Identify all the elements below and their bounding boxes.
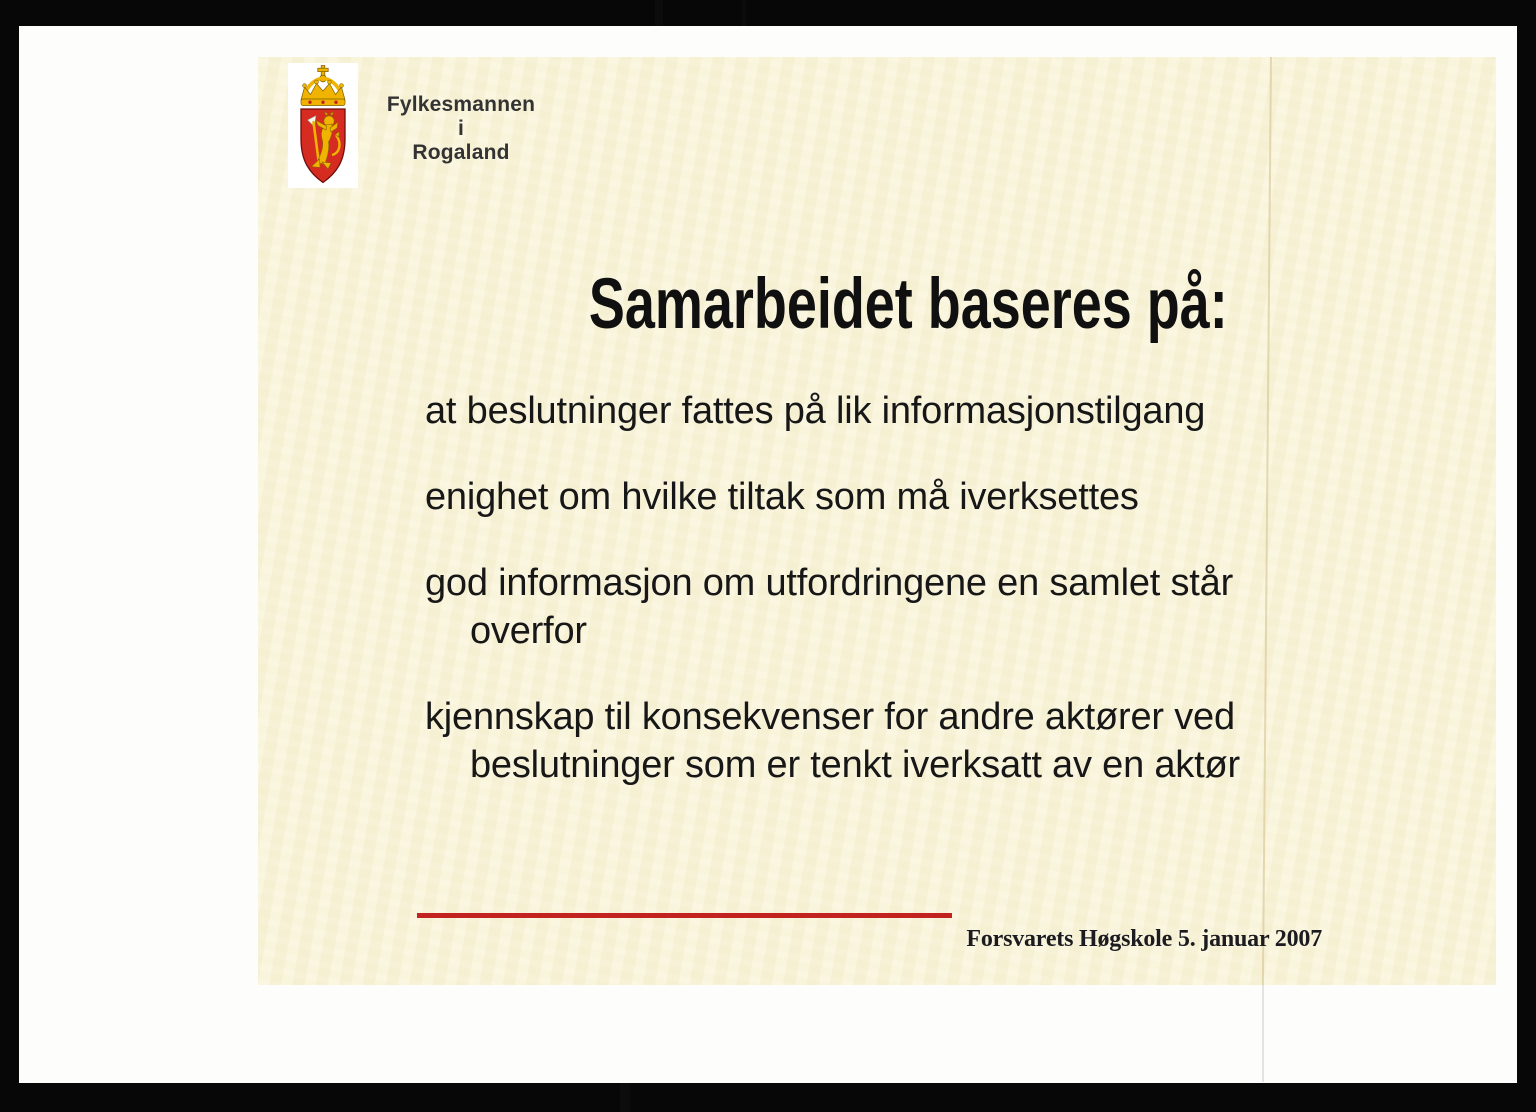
scan-streak [620,1080,630,1112]
bullet-list [425,387,1435,827]
slide-title: Samarbeidet baseres på: [588,265,1228,344]
coat-of-arms-icon [288,63,358,188]
slide-area [258,57,1496,985]
bullet-item: god informasjon om utfordringene en samlet står overfor [425,562,1234,652]
paper-crease-lower [1262,985,1264,1082]
org-name [366,93,556,165]
bullet-item: enighet om hvilke tiltak som må iverksettes [425,476,1139,518]
bullet-item: kjennskap til konsekvenser for andre aktører ved beslutninger som er tenkt iverksatt av en aktør [425,696,1240,786]
org-name-line: i [457,117,465,140]
footer-caption: Forsvarets Høgskole 5. januar 2007 [966,926,1322,952]
logo-patch [288,63,358,188]
bullet-item: at beslutninger fattes på lik informasjonstilgang [425,390,1206,432]
scanned-page [19,26,1517,1083]
scan-streak [742,0,746,26]
divider-line [417,913,952,918]
org-name-line: Fylkesmannen [386,93,536,116]
org-name-line: Rogaland [412,141,510,164]
